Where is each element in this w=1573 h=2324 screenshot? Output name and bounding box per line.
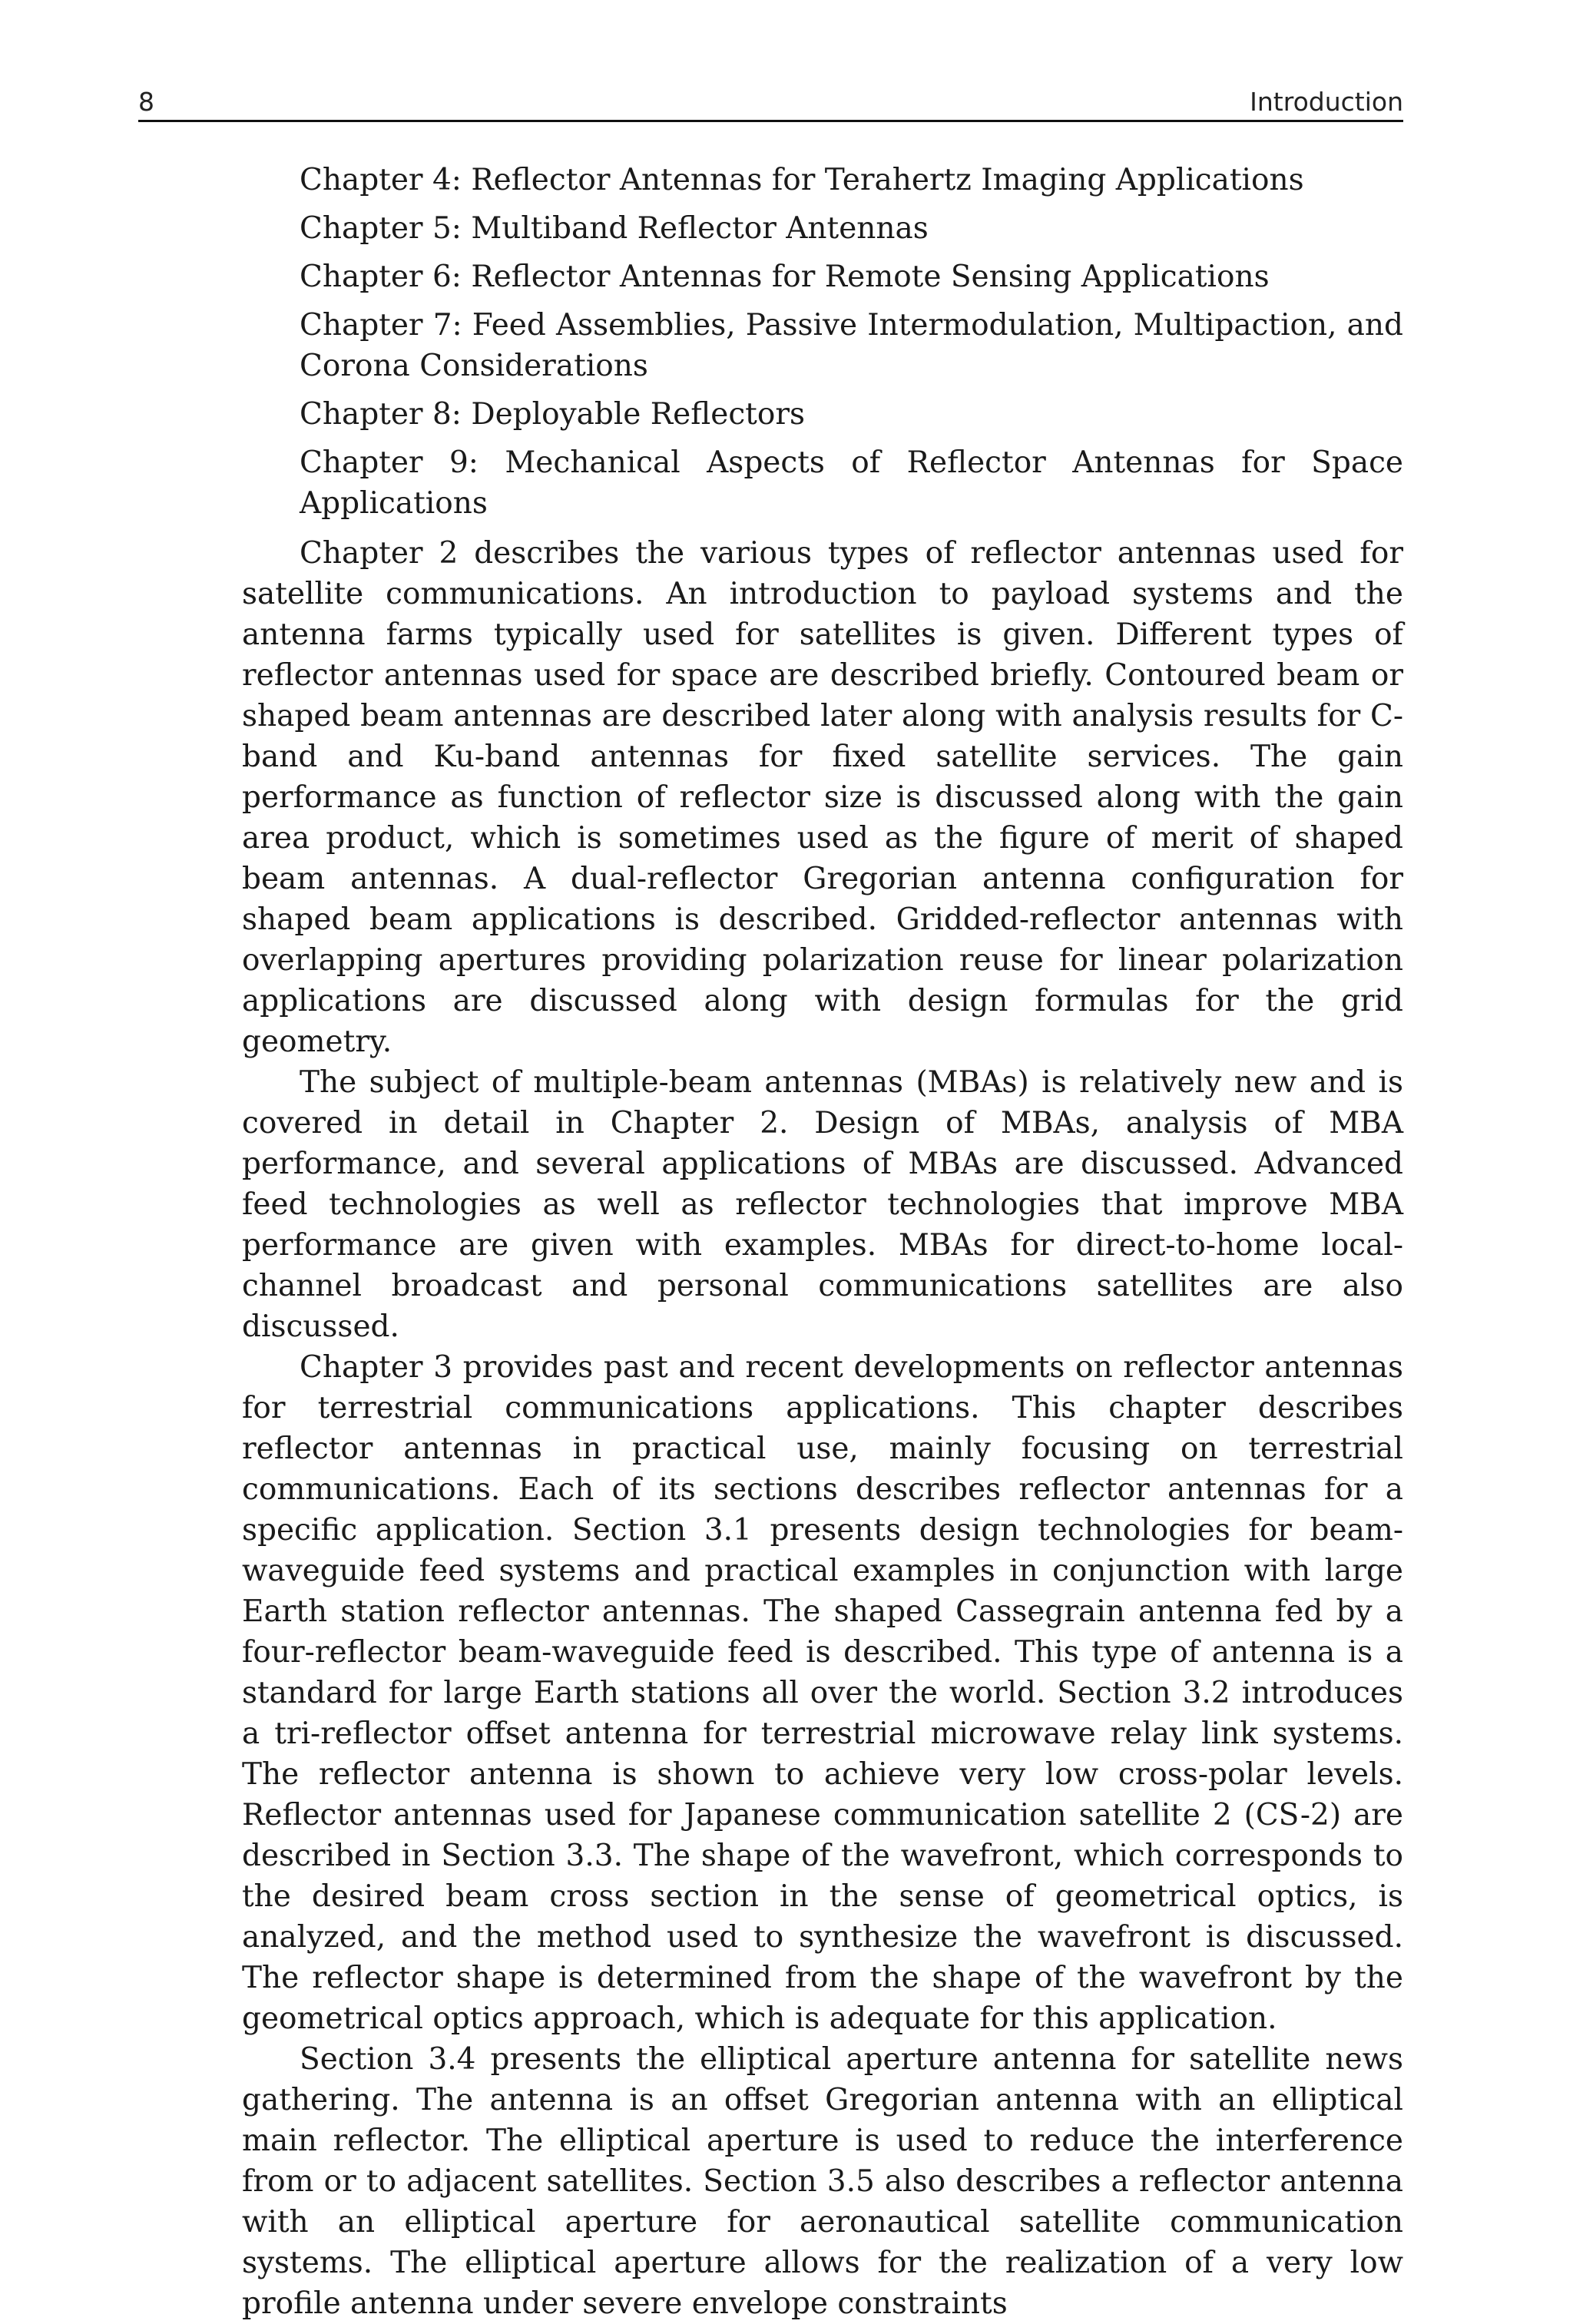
chapter-list	[300, 160, 1403, 531]
chapter-list-item: Chapter 5: Multiband Reflector Antennas	[300, 211, 929, 246]
body-paragraph: Section 3.4 presents the elliptical aperture antenna for satellite news gathering. The antenna is an offset Gregorian antenna with an elliptical main reflector. The elliptical aperture is used to reduce the interference from or to adjacent satellites. Section 3.5 also describes a reflector antenna with an elliptical aperture for aeronautical satellite communication systems. The elliptical aperture allows for the realization of a very low profile antenna under severe envelope constraints	[242, 2042, 1403, 2321]
body-text	[242, 533, 1403, 2324]
chapter-list-item: Chapter 4: Reflector Antennas for Terahertz Imaging Applications	[300, 163, 1304, 197]
chapter-list-item: Chapter 9: Mechanical Aspects of Reflector Antennas for Space Applications	[300, 445, 1403, 521]
body-paragraph: Chapter 3 provides past and recent developments on reflector antennas for terrestrial communications applications. This chapter describes reflector antennas in practical use, mainly focusing on terrestrial communications. Each of its sections describes reflector antennas for a specific application. Section 3.1 presents design technologies for beam-waveguide feed systems and practical examples in conjunction with large Earth station reflector antennas. The shaped Cassegrain antenna fed by a four-reflector beam-waveguide feed is described. This type of antenna is a standard for large Earth stations all over the world. Section 3.2 introduces a tri-reflector offset antenna for terrestrial microwave relay link systems. The reflector antenna is shown to achieve very low cross-polar levels. Reflector antennas used for Japanese communication satellite 2 (CS-2) are described in Section 3.3. The shape of the wavefront, which corresponds to the desired beam cross section in the sense of geometrical optics, is analyzed, and the method used to synthesize the wavefront is discussed. The reflector shape is determined from the shape of the wavefront by the geometrical optics approach, which is adequate for this application.	[242, 1350, 1403, 2036]
body-paragraph: Chapter 2 describes the various types of reflector antennas used for satellite communications. An introduction to payload systems and the antenna farms typically used for satellites is given. Different types of reflector antennas used for space are described briefly. Contoured beam or shaped beam antennas are described later along with analysis results for C-band and Ku-band antennas for fixed satellite services. The gain performance as function of reflector size is discussed along with the gain area product, which is sometimes used as the figure of merit of shaped beam antennas. A dual-reflector Gregorian antenna configuration for shaped beam applications is described. Gridded-reflector antennas with overlapping apertures providing polarization reuse for linear polarization applications are discussed along with design formulas for the grid geometry.	[242, 536, 1403, 1059]
running-title: Introduction	[1250, 87, 1403, 117]
chapter-list-item: Chapter 8: Deployable Reflectors	[300, 397, 805, 432]
page-number: 8	[138, 87, 154, 117]
running-header	[138, 84, 1403, 122]
body-paragraph: The subject of multiple-beam antennas (MBAs) is relatively new and is covered in detail in Chapter 2. Design of MBAs, analysis of MBA performance, and several applications of MBAs are discussed. Advanced feed technologies as well as reflector technologies that improve MBA performance are given with examples. MBAs for direct-to-home local-channel broadcast and personal communications satellites are also discussed.	[242, 1065, 1403, 1344]
chapter-list-item: Chapter 7: Feed Assemblies, Passive Intermodulation, Multipaction, and Corona Considerations	[300, 308, 1403, 383]
chapter-list-item: Chapter 6: Reflector Antennas for Remote Sensing Applications	[300, 260, 1270, 294]
